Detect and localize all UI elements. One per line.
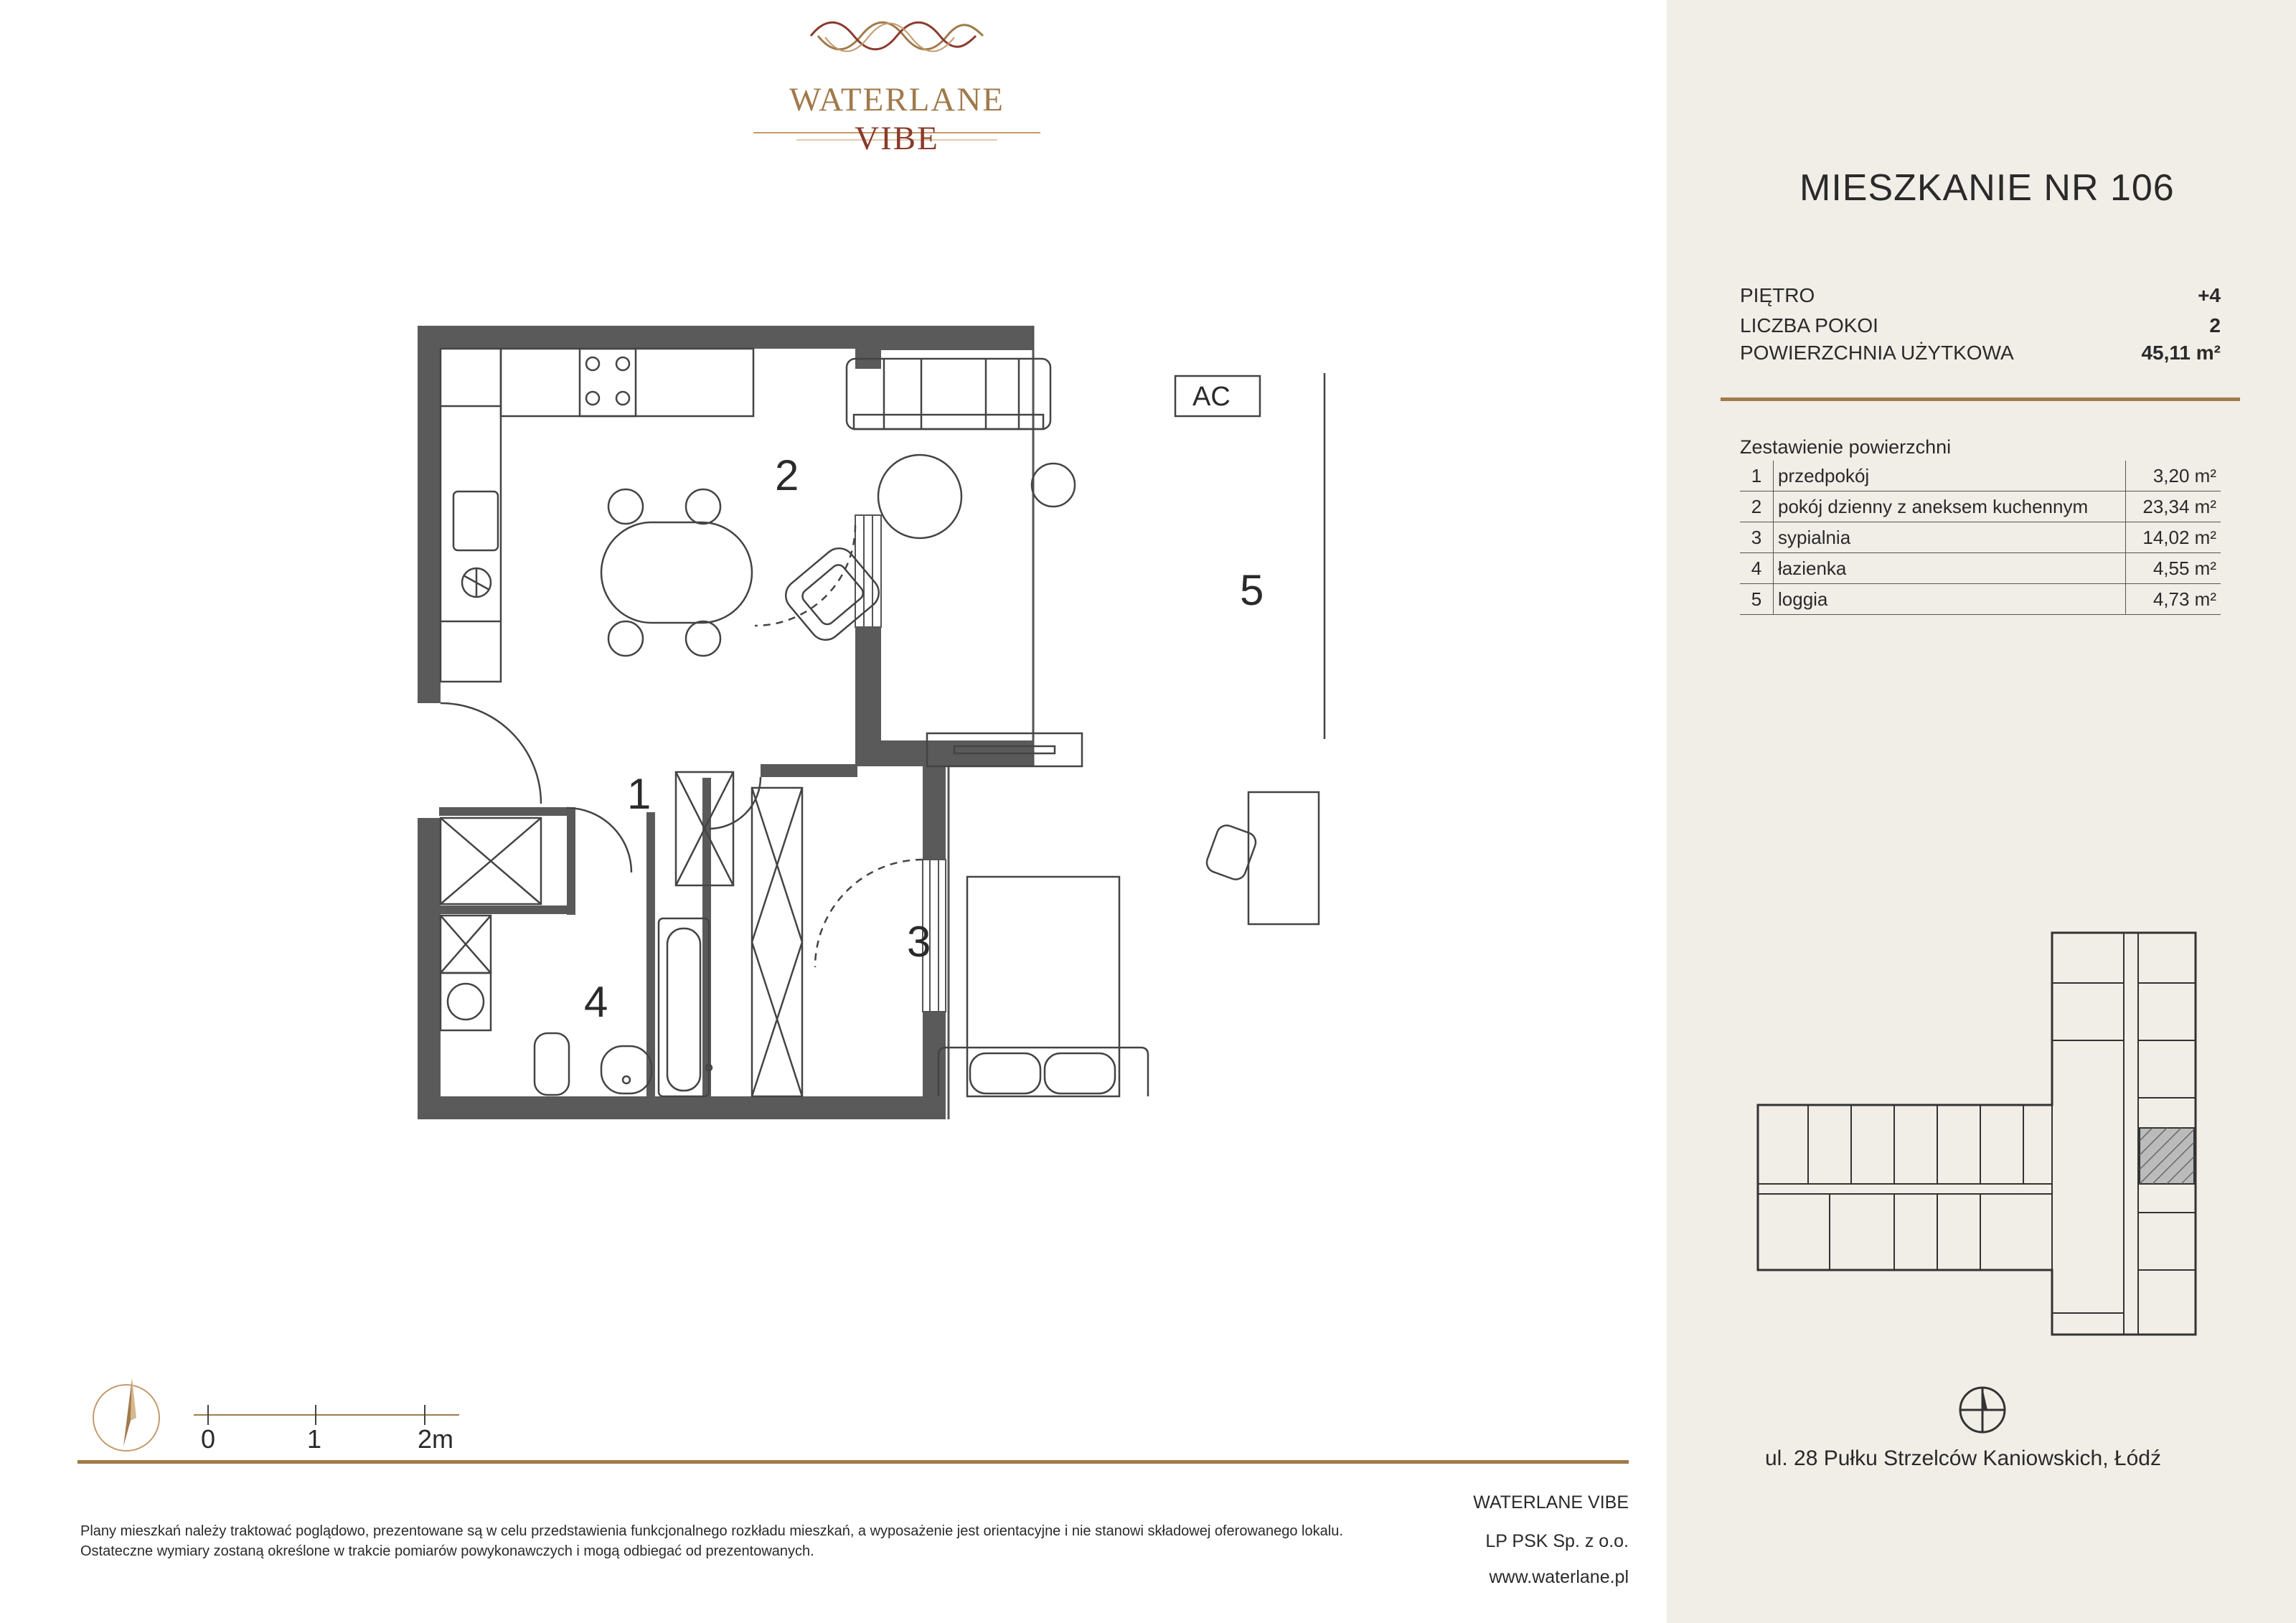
room-label-5: 5	[1240, 566, 1264, 614]
address: ul. 28 Pułku Strzelców Kaniowskich, Łódź	[1765, 1446, 2161, 1470]
website-link[interactable]: www.waterlane.pl	[1489, 1567, 1629, 1587]
table-row: 5 loggia 4,73 m²	[1740, 584, 2221, 615]
ac-label: AC	[1192, 382, 1231, 412]
room-label-1: 1	[627, 770, 651, 818]
disclaimer: Plany mieszkań należy traktować poglądowo, prezentowane są w celu przedstawienia funkcjonalnego rozkładu mieszkań, a wyposażenie jest orientacyjne i nie stanowi składowej oferowanego lokalu. Ostateczne wymiary zostaną określone w trakcie pomiarów powykonawczych i mogą odbiegać od prezentowanych.	[80, 1523, 1343, 1559]
table-row: 3 sypialnia 14,02 m²	[1740, 522, 2221, 553]
scale-bar	[194, 1399, 466, 1428]
room-label-3: 3	[907, 918, 931, 966]
scale-label-1: 1	[307, 1424, 322, 1454]
table-row: 2 pokój dzienny z aneksem kuchennym 23,34 m²	[1740, 491, 2221, 522]
north-arrow-icon	[89, 1375, 168, 1454]
floor-row: PIĘTRO +4	[1740, 284, 2221, 306]
areas-table-heading: Zestawienie powierzchni	[1740, 436, 1952, 458]
logo-text: WATERLANE VIBE	[789, 81, 1004, 157]
scale-label-0: 0	[201, 1424, 216, 1454]
compass-icon	[1957, 1385, 2008, 1435]
table-row: 1 przedpokój 3,20 m²	[1740, 461, 2221, 491]
room-label-2: 2	[775, 451, 799, 499]
room-label-4: 4	[584, 978, 608, 1026]
company-legal: LP PSK Sp. z o.o.	[1485, 1531, 1629, 1551]
info-divider	[1721, 397, 2240, 401]
table-row: 4 łazienka 4,55 m²	[1740, 553, 2221, 584]
company-name: WATERLANE VIBE	[1473, 1492, 1629, 1513]
area-row: POWIERZCHNIA UŻYTKOWA 45,11 m²	[1740, 342, 2221, 364]
apartment-title: MIESZKANIE NR 106	[1799, 167, 2175, 209]
areas-table	[1740, 461, 2221, 615]
footer-divider	[77, 1460, 1629, 1464]
scale-label-2m: 2m	[418, 1424, 454, 1454]
rooms-row: LICZBA POKOI 2	[1740, 314, 2221, 337]
building-key-plan	[1736, 926, 2224, 1342]
